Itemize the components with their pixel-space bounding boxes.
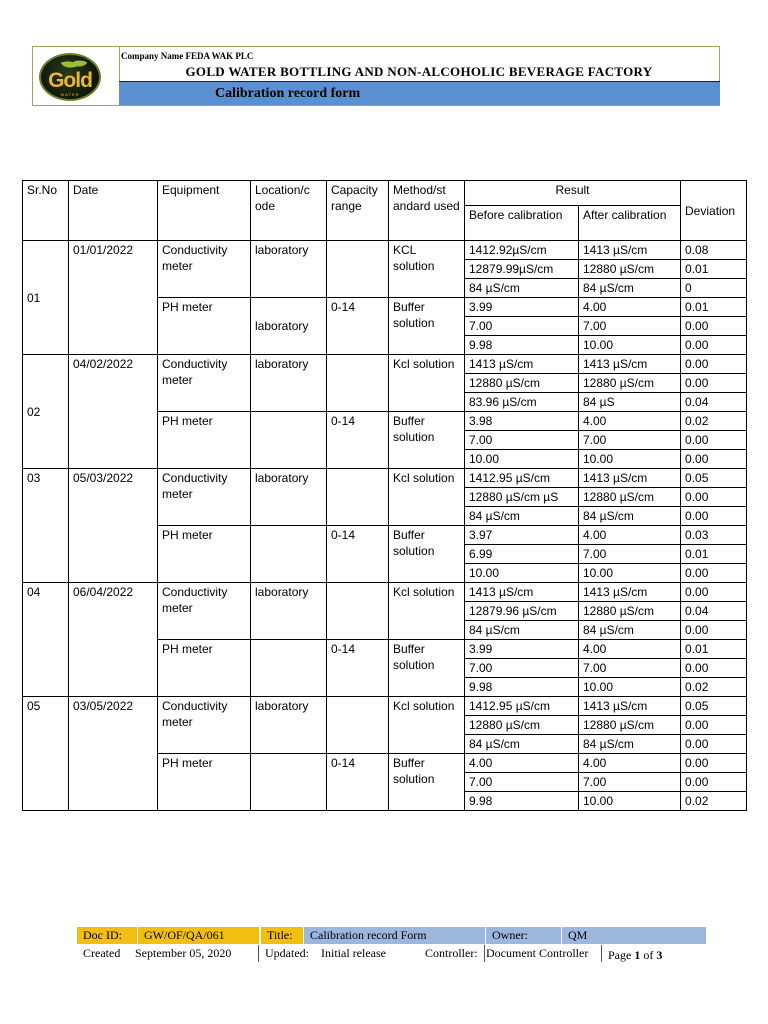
after-value-cell: 4.00 bbox=[579, 754, 681, 773]
location-cell bbox=[251, 640, 327, 697]
capacity-cell bbox=[327, 355, 389, 412]
sr-no-cell: 04 bbox=[23, 583, 69, 697]
calibration-table bbox=[22, 180, 747, 811]
after-value-cell: 7.00 bbox=[579, 431, 681, 450]
method-cell: Buffer solution bbox=[389, 640, 465, 697]
equipment-cell: PH meter bbox=[158, 640, 251, 697]
location-cell: laboratory bbox=[251, 241, 327, 298]
col-header-after: After calibration bbox=[579, 206, 681, 241]
equipment-cell: PH meter bbox=[158, 526, 251, 583]
equipment-cell: PH meter bbox=[158, 298, 251, 355]
equipment-cell: Conductivity meter bbox=[158, 583, 251, 640]
table-row bbox=[23, 241, 747, 260]
method-cell: Buffer solution bbox=[389, 412, 465, 469]
before-value-cell: 84 µS/cm bbox=[465, 735, 579, 754]
after-value-cell: 7.00 bbox=[579, 317, 681, 336]
title-label: Title: bbox=[260, 927, 303, 944]
col-header-location: Location/c ode bbox=[251, 181, 327, 241]
before-value-cell: 12880 µS/cm bbox=[465, 374, 579, 393]
capacity-cell: 0-14 bbox=[327, 526, 389, 583]
deviation-value-cell: 0.00 bbox=[681, 735, 747, 754]
form-title: Calibration record form bbox=[215, 86, 361, 101]
equipment-cell: PH meter bbox=[158, 754, 251, 811]
method-cell: Kcl solution bbox=[389, 355, 465, 412]
deviation-value-cell: 0.00 bbox=[681, 773, 747, 792]
capacity-cell bbox=[327, 469, 389, 526]
capacity-cell: 0-14 bbox=[327, 754, 389, 811]
deviation-value-cell: 0.00 bbox=[681, 659, 747, 678]
method-cell: Buffer solution bbox=[389, 298, 465, 355]
deviation-value-cell: 0.02 bbox=[681, 678, 747, 697]
location-cell: laboratory bbox=[251, 355, 327, 412]
controller-label: Controller: bbox=[419, 945, 485, 962]
table-row bbox=[23, 583, 747, 602]
method-cell: Kcl solution bbox=[389, 583, 465, 640]
table-row bbox=[23, 469, 747, 488]
before-value-cell: 12880 µS/cm bbox=[465, 716, 579, 735]
location-cell: laboratory bbox=[251, 583, 327, 640]
after-value-cell: 1413 µS/cm bbox=[579, 697, 681, 716]
date-cell: 05/03/2022 bbox=[69, 469, 158, 583]
capacity-cell bbox=[327, 241, 389, 298]
equipment-cell: Conductivity meter bbox=[158, 241, 251, 298]
equipment-cell: Conductivity meter bbox=[158, 697, 251, 754]
before-value-cell: 6.99 bbox=[465, 545, 579, 564]
capacity-cell: 0-14 bbox=[327, 640, 389, 697]
before-value-cell: 7.00 bbox=[465, 773, 579, 792]
method-cell: Buffer solution bbox=[389, 526, 465, 583]
deviation-value-cell: 0.01 bbox=[681, 545, 747, 564]
after-value-cell: 4.00 bbox=[579, 640, 681, 659]
deviation-value-cell: 0.05 bbox=[681, 469, 747, 488]
method-cell: KCL solution bbox=[389, 241, 465, 298]
deviation-value-cell: 0.00 bbox=[681, 450, 747, 469]
before-value-cell: 4.00 bbox=[465, 754, 579, 773]
after-value-cell: 10.00 bbox=[579, 564, 681, 583]
logo-cell bbox=[33, 47, 120, 105]
before-value-cell: 10.00 bbox=[465, 564, 579, 583]
before-value-cell: 10.00 bbox=[465, 450, 579, 469]
doc-id-label: Doc ID: bbox=[77, 927, 137, 944]
title-value: Calibration record Form bbox=[303, 927, 485, 944]
header-row bbox=[23, 181, 747, 206]
deviation-value-cell: 0.00 bbox=[681, 507, 747, 526]
sr-no-cell: 01 bbox=[23, 241, 69, 355]
before-value-cell: 9.98 bbox=[465, 678, 579, 697]
deviation-value-cell: 0.04 bbox=[681, 602, 747, 621]
after-value-cell: 1413 µS/cm bbox=[579, 469, 681, 488]
deviation-value-cell: 0.08 bbox=[681, 241, 747, 260]
before-value-cell: 83.96 µS/cm bbox=[465, 393, 579, 412]
date-cell: 03/05/2022 bbox=[69, 697, 158, 811]
location-cell bbox=[251, 526, 327, 583]
after-value-cell: 12880 µS/cm bbox=[579, 374, 681, 393]
doc-id-value: GW/OF/QA/061 bbox=[137, 927, 259, 944]
col-header-deviation: Deviation bbox=[681, 181, 747, 241]
deviation-value-cell: 0 bbox=[681, 279, 747, 298]
after-value-cell: 7.00 bbox=[579, 545, 681, 564]
sr-no-cell: 02 bbox=[23, 355, 69, 469]
deviation-value-cell: 0.00 bbox=[681, 716, 747, 735]
location-cell: laboratory bbox=[251, 697, 327, 754]
col-header-method: Method/st andard used bbox=[389, 181, 465, 241]
before-value-cell: 9.98 bbox=[465, 792, 579, 811]
before-value-cell: 1413 µS/cm bbox=[465, 583, 579, 602]
deviation-value-cell: 0.02 bbox=[681, 792, 747, 811]
capacity-cell bbox=[327, 697, 389, 754]
method-cell: Kcl solution bbox=[389, 469, 465, 526]
method-cell: Buffer solution bbox=[389, 754, 465, 811]
deviation-value-cell: 0.01 bbox=[681, 260, 747, 279]
page-label: Page bbox=[608, 948, 632, 962]
equipment-cell: PH meter bbox=[158, 412, 251, 469]
calibration-table-body bbox=[23, 181, 747, 811]
after-value-cell: 7.00 bbox=[579, 773, 681, 792]
sr-no-cell: 05 bbox=[23, 697, 69, 811]
date-cell: 06/04/2022 bbox=[69, 583, 158, 697]
deviation-value-cell: 0.00 bbox=[681, 488, 747, 507]
before-value-cell: 1412.92µS/cm bbox=[465, 241, 579, 260]
page-number: 1 bbox=[634, 948, 641, 962]
company-name: Company Name FEDA WAK PLC bbox=[121, 51, 254, 61]
location-cell: laboratory bbox=[251, 298, 327, 355]
col-header-date: Date bbox=[69, 181, 158, 241]
capacity-cell bbox=[327, 583, 389, 640]
after-value-cell: 1413 µS/cm bbox=[579, 583, 681, 602]
deviation-value-cell: 0.01 bbox=[681, 298, 747, 317]
factory-name: GOLD WATER BOTTLING AND NON-ALCOHOLIC BEVERAGE FACTORY bbox=[185, 64, 653, 79]
owner-label: Owner: bbox=[485, 927, 561, 944]
page-indicator bbox=[602, 947, 706, 964]
before-value-cell: 1413 µS/cm bbox=[465, 355, 579, 374]
deviation-value-cell: 0.01 bbox=[681, 640, 747, 659]
deviation-value-cell: 0.02 bbox=[681, 412, 747, 431]
after-value-cell: 12880 µS/cm bbox=[579, 488, 681, 507]
after-value-cell: 10.00 bbox=[579, 336, 681, 355]
before-value-cell: 1412.95 µS/cm bbox=[465, 469, 579, 488]
sr-no-cell: 03 bbox=[23, 469, 69, 583]
date-cell: 04/02/2022 bbox=[69, 355, 158, 469]
after-value-cell: 4.00 bbox=[579, 526, 681, 545]
before-value-cell: 84 µS/cm bbox=[465, 279, 579, 298]
logo-sub-text: WATER bbox=[60, 92, 80, 97]
after-value-cell: 7.00 bbox=[579, 659, 681, 678]
after-value-cell: 10.00 bbox=[579, 450, 681, 469]
before-value-cell: 3.99 bbox=[465, 298, 579, 317]
deviation-value-cell: 0.00 bbox=[681, 374, 747, 393]
location-cell: laboratory bbox=[251, 469, 327, 526]
before-value-cell: 3.99 bbox=[465, 640, 579, 659]
deviation-value-cell: 0.00 bbox=[681, 355, 747, 374]
created-label: Created bbox=[83, 946, 121, 960]
after-value-cell: 1413 µS/cm bbox=[579, 241, 681, 260]
before-value-cell: 3.97 bbox=[465, 526, 579, 545]
col-header-equipment: Equipment bbox=[158, 181, 251, 241]
before-value-cell: 12879.96 µS/cm bbox=[465, 602, 579, 621]
after-value-cell: 1413 µS/cm bbox=[579, 355, 681, 374]
date-cell: 01/01/2022 bbox=[69, 241, 158, 355]
before-value-cell: 12879.99µS/cm bbox=[465, 260, 579, 279]
after-value-cell: 84 µS bbox=[579, 393, 681, 412]
after-value-cell: 12880 µS/cm bbox=[579, 716, 681, 735]
updated-label: Updated: bbox=[265, 946, 309, 960]
before-value-cell: 84 µS/cm bbox=[465, 507, 579, 526]
after-value-cell: 84 µS/cm bbox=[579, 621, 681, 640]
col-header-sr-no: Sr.No bbox=[23, 181, 69, 241]
before-value-cell: 84 µS/cm bbox=[465, 621, 579, 640]
total-pages: 3 bbox=[656, 948, 663, 962]
form-title-bar bbox=[119, 81, 720, 105]
of-label: of bbox=[643, 948, 654, 962]
capacity-cell: 0-14 bbox=[327, 298, 389, 355]
logo-brand-text: Gold bbox=[48, 69, 92, 92]
location-cell bbox=[251, 754, 327, 811]
table-row bbox=[23, 355, 747, 374]
after-value-cell: 12880 µS/cm bbox=[579, 602, 681, 621]
deviation-value-cell: 0.00 bbox=[681, 754, 747, 773]
before-value-cell: 7.00 bbox=[465, 317, 579, 336]
before-value-cell: 7.00 bbox=[465, 431, 579, 450]
after-value-cell: 4.00 bbox=[579, 298, 681, 317]
document-header bbox=[32, 46, 720, 106]
deviation-value-cell: 0.00 bbox=[681, 431, 747, 450]
after-value-cell: 10.00 bbox=[579, 792, 681, 811]
after-value-cell: 84 µS/cm bbox=[579, 507, 681, 526]
col-header-before: Before calibration bbox=[465, 206, 579, 241]
equipment-cell: Conductivity meter bbox=[158, 355, 251, 412]
before-value-cell: 3.98 bbox=[465, 412, 579, 431]
deviation-value-cell: 0.00 bbox=[681, 621, 747, 640]
col-header-capacity: Capacity range bbox=[327, 181, 389, 241]
deviation-value-cell: 0.03 bbox=[681, 526, 747, 545]
after-value-cell: 84 µS/cm bbox=[579, 279, 681, 298]
after-value-cell: 4.00 bbox=[579, 412, 681, 431]
gold-water-logo bbox=[39, 53, 101, 101]
after-value-cell: 12880 µS/cm bbox=[579, 260, 681, 279]
owner-value: QM bbox=[561, 927, 706, 944]
before-value-cell: 1412.95 µS/cm bbox=[465, 697, 579, 716]
deviation-value-cell: 0.00 bbox=[681, 564, 747, 583]
deviation-value-cell: 0.04 bbox=[681, 393, 747, 412]
before-value-cell: 9.98 bbox=[465, 336, 579, 355]
before-value-cell: 12880 µS/cm µS bbox=[465, 488, 579, 507]
method-cell: Kcl solution bbox=[389, 697, 465, 754]
capacity-cell: 0-14 bbox=[327, 412, 389, 469]
deviation-value-cell: 0.05 bbox=[681, 697, 747, 716]
after-value-cell: 10.00 bbox=[579, 678, 681, 697]
after-value-cell: 84 µS/cm bbox=[579, 735, 681, 754]
created-value: September 05, 2020 bbox=[129, 945, 259, 962]
location-cell bbox=[251, 412, 327, 469]
deviation-value-cell: 0.00 bbox=[681, 317, 747, 336]
equipment-cell: Conductivity meter bbox=[158, 469, 251, 526]
table-row bbox=[23, 697, 747, 716]
col-header-result: Result bbox=[465, 181, 681, 206]
deviation-value-cell: 0.00 bbox=[681, 583, 747, 602]
controller-value: Document Controller bbox=[485, 945, 602, 962]
before-value-cell: 7.00 bbox=[465, 659, 579, 678]
updated-value: Initial release bbox=[321, 946, 386, 960]
deviation-value-cell: 0.00 bbox=[681, 336, 747, 355]
